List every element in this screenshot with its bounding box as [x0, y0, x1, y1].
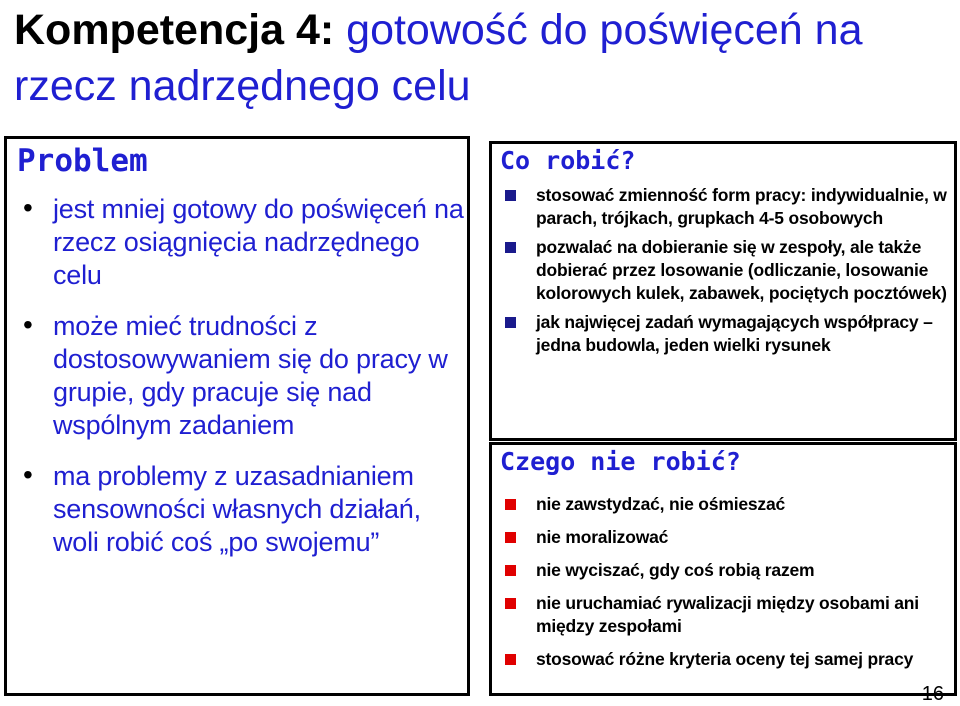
what-to-do-list	[492, 184, 954, 363]
problem-item-text: ma problemy z uzasadnianiem sensowności własnych działań, woli robić coś „po swojemu”	[53, 461, 421, 557]
dont-item-text: nie moralizować	[536, 527, 669, 547]
slide-title	[14, 2, 944, 114]
list-item	[492, 184, 954, 230]
problem-item-text: może mieć trudności z dostosowywaniem się do pracy w grupie, gdy pracuje się nad wspólnym zadaniem	[53, 311, 448, 440]
what-to-do-box	[489, 141, 957, 441]
what-not-to-do-heading: Czego nie robić?	[500, 447, 741, 476]
bullet-icon: •	[23, 192, 33, 223]
dont-item-text: nie uruchamiać rywalizacji między osobami ani między zespołami	[536, 593, 919, 636]
problem-list	[7, 193, 467, 577]
what-not-to-do-box	[489, 442, 957, 696]
list-item	[492, 236, 954, 305]
todo-item-text: jak najwięcej zadań wymagających współpracy – jedna budowla, jeden wielki rysunek	[536, 312, 933, 355]
page-number: 16	[921, 683, 944, 705]
square-bullet-icon	[505, 598, 516, 609]
list-item	[7, 460, 467, 559]
list-item	[7, 310, 467, 442]
list-item	[492, 311, 954, 357]
dont-item-text: nie zawstydzać, nie ośmieszać	[536, 494, 786, 514]
list-item	[492, 592, 954, 638]
problem-item-text: jest mniej gotowy do poświęceń na rzecz osiągnięcia nadrzędnego celu	[53, 194, 464, 290]
square-bullet-icon	[505, 532, 516, 543]
bullet-icon: •	[23, 459, 33, 490]
list-item	[7, 193, 467, 292]
what-not-to-do-list	[492, 493, 954, 681]
dont-item-text: stosować różne kryteria oceny tej samej pracy	[536, 649, 914, 669]
square-bullet-icon	[505, 654, 516, 665]
title-topic: gotowość do poświęceń na rzecz nadrzędnego celu	[14, 6, 863, 110]
problem-heading: Problem	[17, 143, 148, 179]
todo-item-text: stosować zmienność form pracy: indywidualnie, w parach, trójkach, grupkach 4-5 osobowych	[536, 185, 947, 228]
what-to-do-heading: Co robić?	[500, 146, 636, 175]
list-item	[492, 648, 954, 671]
bullet-icon: •	[23, 309, 33, 340]
list-item	[492, 493, 954, 516]
square-bullet-icon	[505, 565, 516, 576]
square-bullet-icon	[505, 242, 516, 253]
list-item	[492, 559, 954, 582]
square-bullet-icon	[505, 190, 516, 201]
square-bullet-icon	[505, 499, 516, 510]
problem-box	[4, 136, 470, 696]
list-item	[492, 526, 954, 549]
dont-item-text: nie wyciszać, gdy coś robią razem	[536, 560, 815, 580]
title-prefix: Kompetencja 4:	[14, 6, 335, 54]
square-bullet-icon	[505, 317, 516, 328]
todo-item-text: pozwalać na dobieranie się w zespoły, ale także dobierać przez losowanie (odliczanie, losowanie kolorowych kulek, zabawek, pociętych pocztówek)	[536, 237, 947, 303]
